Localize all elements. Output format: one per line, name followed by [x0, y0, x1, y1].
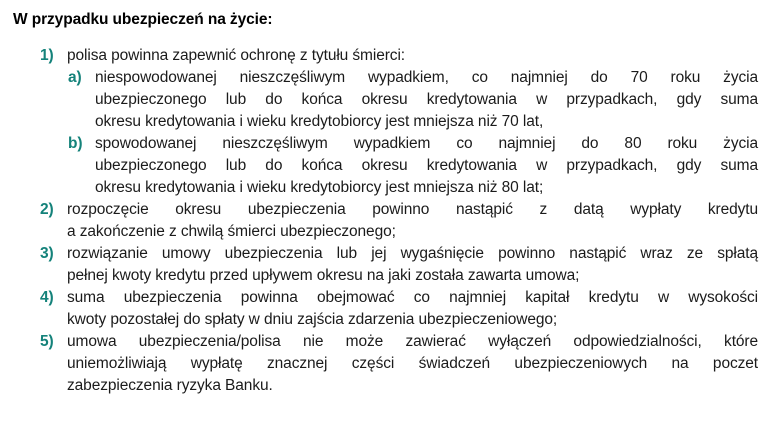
list-item-4 — [40, 287, 758, 331]
text-line: ubezpieczonego lub do końca okresu kredytowania w przypadkach, gdy suma — [95, 91, 758, 108]
text-line: a zakończenie z chwilą śmierci ubezpieczonego; — [67, 223, 396, 240]
list-item-5 — [40, 331, 758, 397]
text-line: okresu kredytowania i wieku kredytobiorcy jest mniejsza niż 70 lat, — [95, 113, 544, 130]
list-item-2 — [40, 199, 758, 243]
item-body — [67, 45, 758, 199]
item-body — [95, 133, 758, 199]
list-item-1 — [40, 45, 758, 199]
text-line: umowa ubezpieczenia/polisa nie może zawierać wyłączeń odpowiedzialności, które — [67, 333, 758, 350]
text-line: ubezpieczonego lub do końca okresu kredytowania w przypadkach, gdy suma — [95, 157, 758, 174]
item-marker: 1) — [40, 47, 54, 64]
item-marker: 5) — [40, 333, 54, 350]
text-line: okresu kredytowania i wieku kredytobiorcy jest mniejsza niż 80 lat; — [95, 179, 544, 196]
text-line: rozpoczęcie okresu ubezpieczenia powinno nastąpić z datą wypłaty kredytu — [67, 201, 758, 218]
item-body — [67, 287, 758, 331]
item-body — [67, 331, 758, 397]
text-line: polisa powinna zapewnić ochronę z tytułu śmierci: — [67, 47, 405, 64]
item-marker: 2) — [40, 201, 54, 218]
sub-item-a — [68, 67, 758, 133]
item-marker: 3) — [40, 245, 54, 262]
item-body — [67, 243, 758, 287]
list-item-3 — [40, 243, 758, 287]
text-line: zabezpieczenia ryzyka Banku. — [67, 377, 273, 394]
text-line: rozwiązanie umowy ubezpieczenia lub jej wygaśnięcie powinno nastąpić wraz ze spłatą — [67, 245, 758, 262]
text-line: pełnej kwoty kredytu przed upływem okresu na jaki została zawarta umowa; — [67, 267, 580, 284]
item-body — [67, 199, 758, 243]
item-marker: a) — [68, 69, 82, 86]
text-line: uniemożliwiają wypłatę znacznej części świadczeń ubezpieczeniowych na poczet — [67, 355, 758, 372]
insurance-requirements-list — [13, 45, 758, 397]
text-line: suma ubezpieczenia powinna obejmować co najmniej kapitał kredytu w wysokości — [67, 289, 758, 306]
text-line: niespowodowanej nieszczęśliwym wypadkiem, co najmniej do 70 roku życia — [95, 69, 758, 86]
text-line: kwoty pozostałej do spłaty w dniu zajścia zdarzenia ubezpieczeniowego; — [67, 311, 558, 328]
sub-item-b — [68, 133, 758, 199]
text-line: spowodowanej nieszczęśliwym wypadkiem co najmniej do 80 roku życia — [95, 135, 758, 152]
item-marker: 4) — [40, 289, 54, 306]
item-body — [95, 67, 758, 133]
item-marker: b) — [68, 135, 83, 152]
page-title: W przypadku ubezpieczeń na życie: — [13, 11, 273, 28]
